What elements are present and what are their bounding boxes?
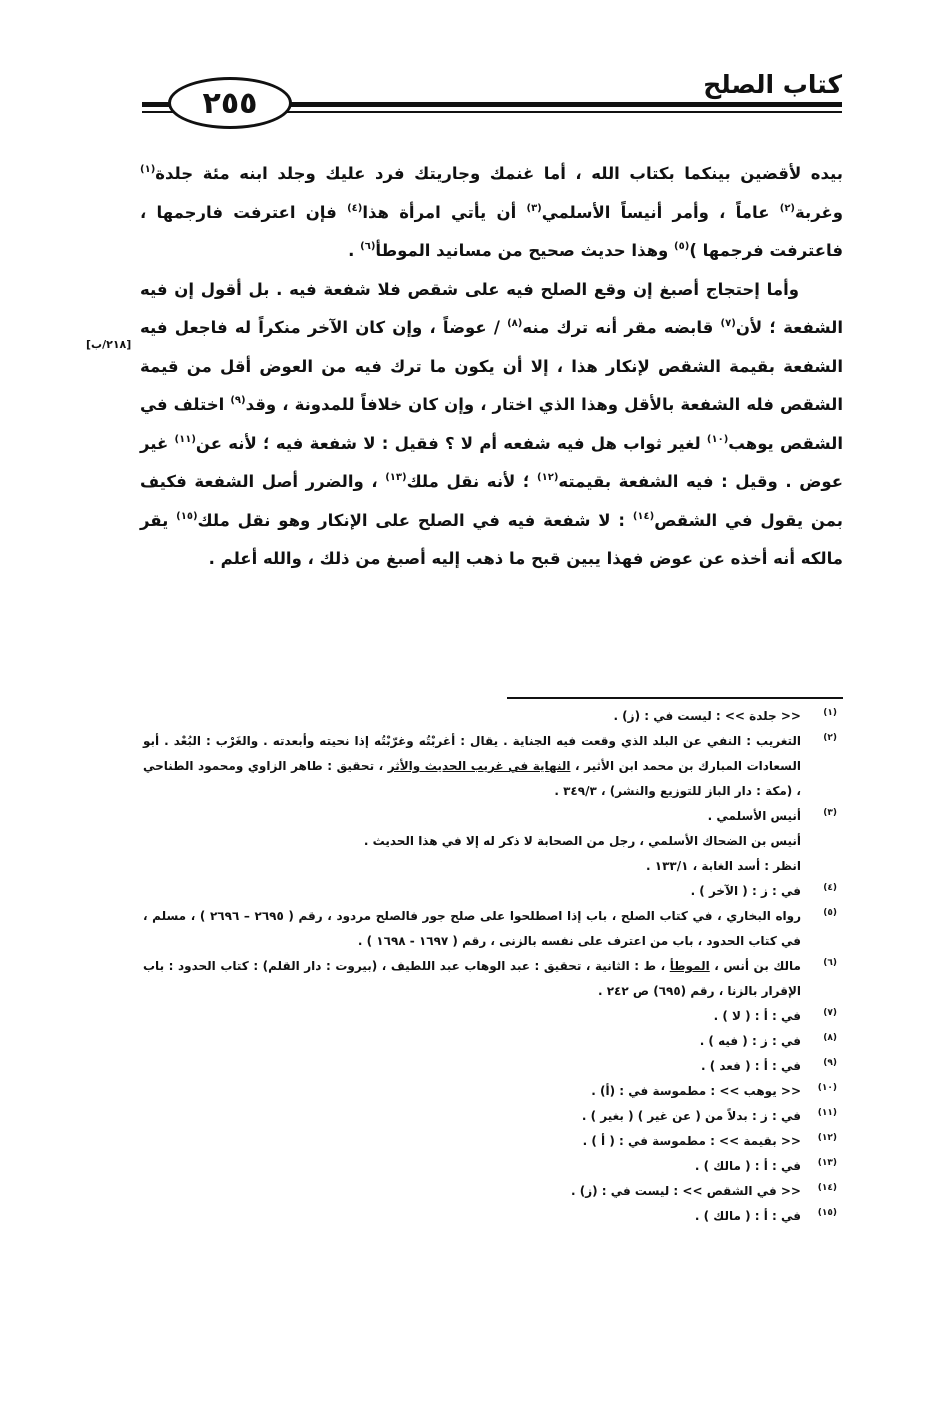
footnote-text: في : أ : ( لا ) . — [713, 1009, 801, 1023]
footnote-13 — [143, 1154, 843, 1179]
text-run: بيده لأقضين بينكما بكتاب الله ، أما غنمك وجاريتك فرد عليك وجلد ابنه مئة جلدة — [155, 164, 843, 183]
footnote-text-run: ، تحقيق : طاهر الزاوي ومحمود الطناحي ، (مكة : دار الباز للتوزيع والنشر) ، ٣٤٩/٣ . — [143, 759, 801, 798]
footnote-number: (٦) — [823, 958, 837, 968]
footnote-text-run: ، ط : الثانية ، تحقيق : عبد الوهاب عبد اللطيف ، (بيروت : دار القلم) : كتاب الحدود : باب الإقرار بالزنا ، رقم (٦٩٥) ص ٢٤٢ . — [143, 959, 801, 998]
text-run: قابضه مقر أنه ترك منه — [522, 318, 714, 337]
footnote-number: (٧) — [823, 1008, 837, 1018]
footnote-number: (٤) — [823, 883, 837, 893]
text-run: . — [348, 241, 355, 260]
main-text — [140, 155, 843, 579]
footnote-text — [143, 954, 801, 1004]
text-run: : لا شفعة فيه في الصلح على الإنكار وهو نقل ملك — [197, 510, 625, 530]
footnote-number: (١٤) — [817, 1183, 837, 1193]
footnote-6 — [143, 954, 843, 1004]
footnote-4 — [143, 879, 843, 904]
footnote-number: (١٢) — [817, 1133, 837, 1143]
page-number: ٢٥٥ — [202, 85, 258, 121]
footnote-ref[interactable]: (١٣) — [385, 472, 407, 483]
footnote-text: في : أ : ( مالك ) . — [694, 1159, 801, 1173]
footnote-text: في : ز : ( الآخر ) . — [690, 884, 801, 898]
footnote-11 — [143, 1104, 843, 1129]
footnote-5 — [143, 904, 843, 954]
footnote-number: (١١) — [817, 1108, 837, 1118]
footnote-ref[interactable]: (٧) — [720, 318, 736, 329]
footnote-ref[interactable]: (٢) — [779, 202, 795, 214]
text-run: ، والضرر أصل الشفعة فكيف بمن يقول في الشقص — [140, 472, 843, 530]
text-run: ؛ لأنه نقل ملك — [406, 472, 530, 491]
footnote-ref[interactable]: (٩) — [230, 395, 246, 406]
footnote-9 — [143, 1054, 843, 1079]
footnote-number: (١) — [823, 708, 837, 718]
book-title: النهاية في غريب الحديث والأثر — [387, 759, 571, 773]
footnote-ref[interactable]: (١١) — [174, 433, 196, 445]
text-run: يقر مالكه أنه أخذه عن عوض فهذا يبين قبح ما ذهب إليه أصبغ من ذلك ، والله أعلم . — [140, 510, 843, 568]
footnote-text — [143, 729, 801, 804]
footnote-ref[interactable]: (١٠) — [706, 433, 729, 445]
footnote-text: انظر : أسد الغابة ، ١٣٣/١ . — [646, 859, 801, 873]
footnote-text-run: مالك بن أنس ، — [714, 959, 801, 973]
footnote-text: في : أ : ( فعد ) . — [700, 1059, 801, 1073]
text-run: وغربة — [795, 202, 843, 222]
margin-folio-note: [٢١٨/ب] — [86, 338, 132, 351]
footnote-text: << جلدة >> : ليست في : (ز) . — [613, 709, 801, 723]
footnote-ref[interactable]: (٤) — [347, 202, 363, 214]
paragraph-1 — [140, 155, 843, 271]
footnote-15 — [143, 1204, 843, 1229]
footnote-ref[interactable]: (١٥) — [176, 510, 198, 522]
footnote-3 — [143, 804, 843, 879]
running-title: كتاب الصلح — [703, 70, 842, 99]
footnote-text: << يوهب >> : مطموسة في : (أ) . — [591, 1084, 801, 1098]
footnote-12 — [143, 1129, 843, 1154]
footnote-1 — [143, 704, 843, 729]
footnote-number: (١٥) — [817, 1208, 837, 1218]
footnote-text: << في الشقص >> : ليست في : (ز) . — [570, 1184, 801, 1198]
page-header — [142, 68, 842, 124]
footnote-text-run: . أبو السعادات المبارك بن محمد ابن الأثير ، — [143, 734, 802, 773]
text-run: وهذا حديث صحيح من مسانيد الموطأ — [375, 241, 669, 260]
text-run: وأما إحتجاج أصبغ إن وقع الصلح فيه على شقص فلا شفعة فيه . بل أقول إن فيه الشفعة ؛ لأن — [140, 279, 843, 337]
footnote-14 — [143, 1179, 843, 1204]
footnote-number: (٣) — [823, 808, 837, 818]
footnote-text: في : أ : ( مالك ) . — [694, 1209, 801, 1223]
footnote-10 — [143, 1079, 843, 1104]
text-run: / عوضاً ، وإن كان الآخر منكراً له فاجعل فيه الشفعة بقيمة الشقص لإنكار هذا ، إلا أن يكون ما ترك فيه من العوض أقل من قيمة الشقص فله الشفعة بالأقل وهذا الذي اختار ، وإن كان خلافاً للمدونة ، وقد — [140, 318, 843, 414]
footnote-number: (٥) — [823, 908, 837, 918]
book-title: الموطأ — [669, 959, 710, 973]
footnote-text-run: التغريب : النفي عن البلد الذي وقعت فيه الجناية . يقال : أغربْتُه وغرّبْتُه إذا نحيته وأبعدته . والغَرْب : البُعْد — [173, 734, 801, 748]
footnotes — [143, 704, 843, 1229]
footnote-separator — [507, 697, 843, 699]
text-run: فإن اعترفت فارجمها ، فاعترفت فرجمها ) — [140, 202, 843, 260]
footnote-number: (٩) — [823, 1058, 837, 1068]
text-run: لغير ثواب هل فيه شفعه أم لا ؟ فقيل : لا شفعة فيه ؛ لأنه عن — [195, 433, 701, 453]
paragraph-2 — [140, 271, 843, 579]
footnote-number: (١٣) — [817, 1158, 837, 1168]
text-run: اختلف في الشقص يوهب — [140, 395, 843, 453]
footnote-ref[interactable]: (٦) — [360, 241, 376, 252]
footnote-text: في : ز : ( فيه ) . — [699, 1034, 801, 1048]
footnote-text: في : ز : بدلاً من ( عن غير ) ( بغير ) . — [581, 1109, 801, 1123]
footnote-ref[interactable]: (٥) — [674, 241, 690, 252]
footnote-ref[interactable]: (١٢) — [537, 472, 559, 483]
footnote-text: رواه البخاري ، في كتاب الصلح ، باب إذا اصطلحوا على صلح جور فالصلح مردود ، رقم ( ٢٦٩٥ – ٢٦٩٦ ) ، مسلم ، في كتاب الحدود ، باب من اعترف على نفسه بالزنى ، رقم ( ١٦٩٧ - ١٦٩٨ ) . — [143, 909, 802, 948]
text-run: أن يأتي امرأة هذا — [362, 202, 517, 222]
footnote-text: أنيس بن الضحاك الأسلمي ، رجل من الصحابة لا ذكر له إلا في هذا الحديث . — [363, 834, 801, 848]
footnote-ref[interactable]: (١٤) — [632, 510, 655, 522]
footnote-number: (١٠) — [817, 1083, 837, 1093]
footnote-2 — [143, 729, 843, 804]
footnote-7 — [143, 1004, 843, 1029]
footnote-number: (٨) — [823, 1033, 837, 1043]
footnote-8 — [143, 1029, 843, 1054]
page-number-oval — [168, 77, 292, 129]
footnote-number: (٢) — [823, 733, 837, 743]
text-run: عاماً ، وأمر أنيساً الأسلمي — [541, 202, 770, 222]
footnote-ref[interactable]: (٨) — [507, 318, 523, 329]
text-run: غير عوض . وقيل : فيه الشفعة بقيمته — [140, 433, 844, 491]
footnote-text: أنيس الأسلمي . — [707, 809, 801, 823]
footnote-ref[interactable]: (١) — [140, 164, 156, 175]
footnote-text: << بقيمة >> : مطموسة في : ( أ ) . — [582, 1134, 801, 1148]
footnote-ref[interactable]: (٣) — [526, 202, 542, 214]
